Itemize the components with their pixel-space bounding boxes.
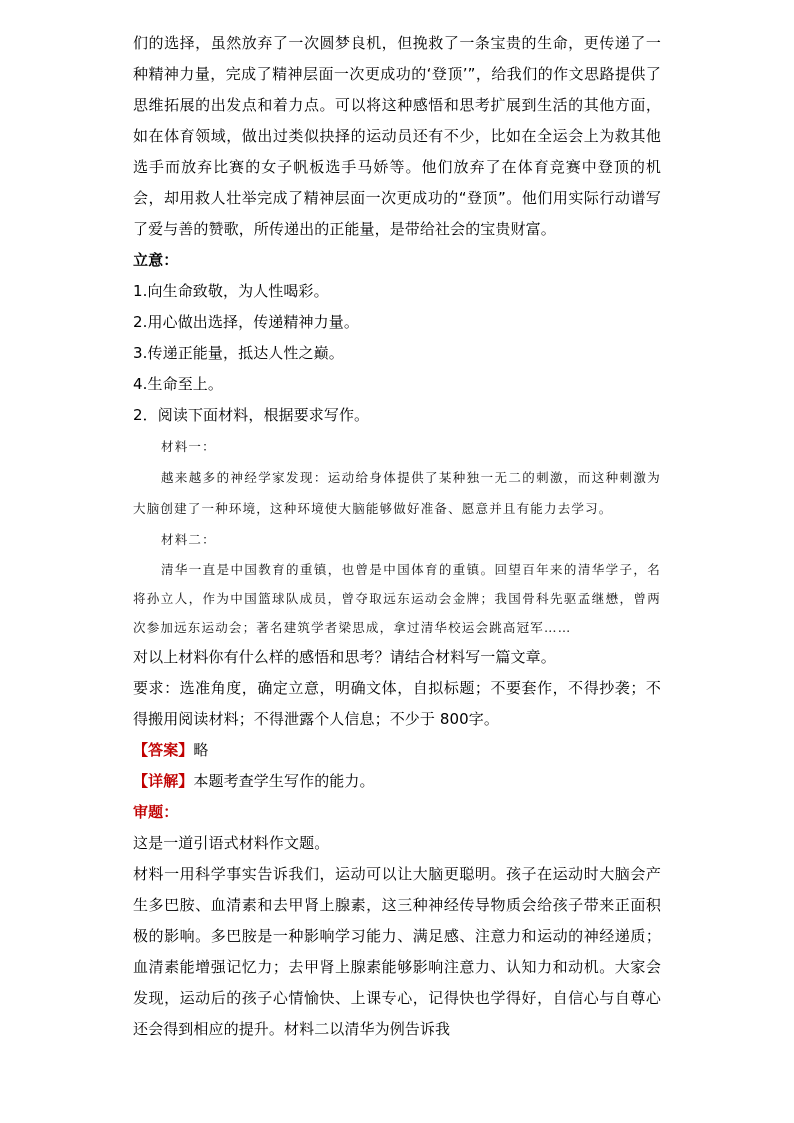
material-1-heading: 材料一：	[161, 439, 216, 454]
writing-prompt: 对以上材料你有什么样的感悟和思考？请结合材料写一篇文章。	[133, 648, 556, 666]
writing-requirements: 要求：选准角度，确定立意，明确文体，自拟标题；不要套作，不得抄袭；不得搬用阅读材料；不得泄露个人信息；不少于 800字。	[133, 679, 661, 728]
shenti-heading: 审题：	[133, 803, 179, 821]
question-2: 2．阅读下面材料，根据要求写作。	[133, 406, 370, 424]
liyi-item-3: 3.传递正能量，抵达人性之巅。	[133, 344, 344, 362]
liyi-item-2: 2.用心做出选择，传递精神力量。	[133, 313, 359, 331]
document-content	[133, 28, 661, 1045]
detail-text: 本题考查学生写作的能力。	[193, 772, 375, 790]
answer-line	[133, 735, 661, 766]
analysis-paragraph: 材料一用科学事实告诉我们，运动可以让大脑更聪明。孩子在运动时大脑会产生多巴胺、血清素和去甲肾上腺素，这三种神经传导物质会给孩子带来正面积极的影响。多巴胺是一种影响学习能力、满足感、注意力和运动的神经递质；血清素能增强记忆力；去甲肾上腺素能够影响注意力、认知力和动机。大家会发现，运动后的孩子心情愉快、上课专心，记得快也学得好，自信心与自尊心还会得到相应的提升。材料二以清华为例告诉我	[133, 865, 661, 1038]
answer-text: 略	[193, 741, 209, 759]
detail-line	[133, 766, 661, 797]
detail-tag: 【详解】	[133, 772, 194, 790]
intro-paragraph: 们的选择，虽然放弃了一次圆梦良机，但挽救了一条宝贵的生命，更传递了一种精神力量，完成了精神层面一次更成功的‘登顶’”，给我们的作文思路提供了思维拓展的出发点和着力点。可以将这种感悟和思考扩展到生活的其他方面，如在体育领域，做出过类似抉择的运动员还有不少，比如在全运会上为救其他选手而放弃比赛的女子帆板选手马娇等。他们放弃了在体育竞赛中登顶的机会，却用救人壮举完成了精神层面一次更成功的“登顶”。他们用实际行动谱写了爱与善的赞歌，所传递出的正能量，是带给社会的宝贵财富。	[133, 34, 661, 238]
liyi-item-1: 1.向生命致敬，为人性喝彩。	[133, 282, 329, 300]
material-2-body: 清华一直是中国教育的重镇，也曾是中国体育的重镇。回望百年来的清华学子，名将孙立人，作为中国篮球队成员，曾夺取远东运动会金牌；我国骨科先驱孟继懋，曾两次参加远东运动会；著名建筑学者梁思成，拿过清华校运会跳高冠军……	[133, 562, 661, 635]
liyi-heading: 立意：	[133, 251, 179, 269]
material-1-body: 越来越多的神经学家发现：运动给身体提供了某种独一无二的刺激，而这种刺激为大脑创建了一种环境，这种环境使大脑能够做好准备、愿意并且有能力去学习。	[133, 470, 661, 516]
shenti-line: 这是一道引语式材料作文题。	[133, 834, 330, 852]
material-2-heading: 材料二：	[161, 532, 216, 547]
liyi-item-4: 4.生命至上。	[133, 375, 224, 393]
answer-tag: 【答案】	[133, 741, 194, 759]
